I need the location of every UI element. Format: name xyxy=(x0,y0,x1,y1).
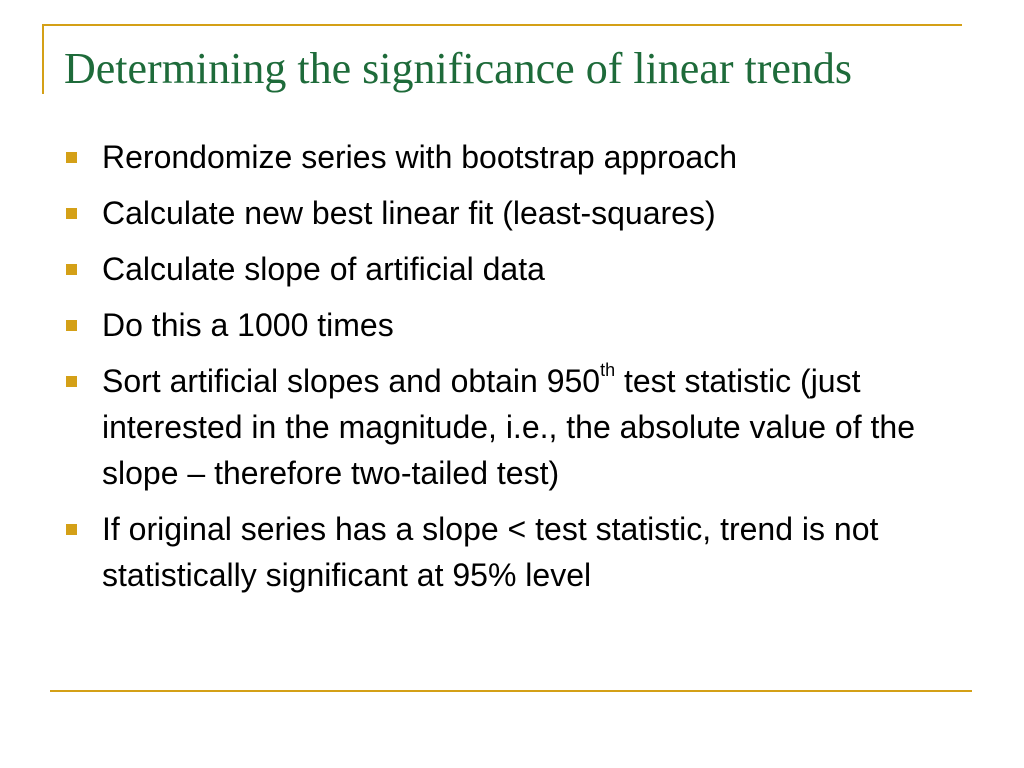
frame-vertical-line xyxy=(42,24,44,94)
bullet-text: Do this a 1000 times xyxy=(102,307,394,343)
square-bullet-icon xyxy=(66,376,77,387)
bullet-text xyxy=(102,360,915,491)
ordinal-superscript: th xyxy=(600,360,616,381)
bullet-item xyxy=(66,246,966,292)
bullet-text: If original series has a slope < test statistic, trend is not statistically significant at 95% level xyxy=(102,511,879,593)
square-bullet-icon xyxy=(66,152,77,163)
bullet-item xyxy=(66,358,966,496)
bullet-item xyxy=(66,190,966,236)
square-bullet-icon xyxy=(66,524,77,535)
bullet-text-before: Sort artificial slopes and obtain 950 xyxy=(102,363,601,399)
square-bullet-icon xyxy=(66,320,77,331)
square-bullet-icon xyxy=(66,208,77,219)
frame-bottom-line xyxy=(50,690,972,692)
frame-top-line xyxy=(42,24,962,26)
bullet-item xyxy=(66,134,966,180)
bullet-item xyxy=(66,302,966,348)
bullet-text: Rerondomize series with bootstrap approach xyxy=(102,139,737,175)
bullet-text: Calculate new best linear fit (least-squares) xyxy=(102,195,716,231)
slide-title: Determining the significance of linear trends xyxy=(64,44,853,93)
bullet-item xyxy=(66,506,966,598)
bullet-list xyxy=(66,134,966,608)
square-bullet-icon xyxy=(66,264,77,275)
bullet-text-after: test statistic (just interested in the magnitude, i.e., the absolute value of the slope – therefore two-tailed test) xyxy=(102,363,915,491)
bullet-text: Calculate slope of artificial data xyxy=(102,251,545,287)
